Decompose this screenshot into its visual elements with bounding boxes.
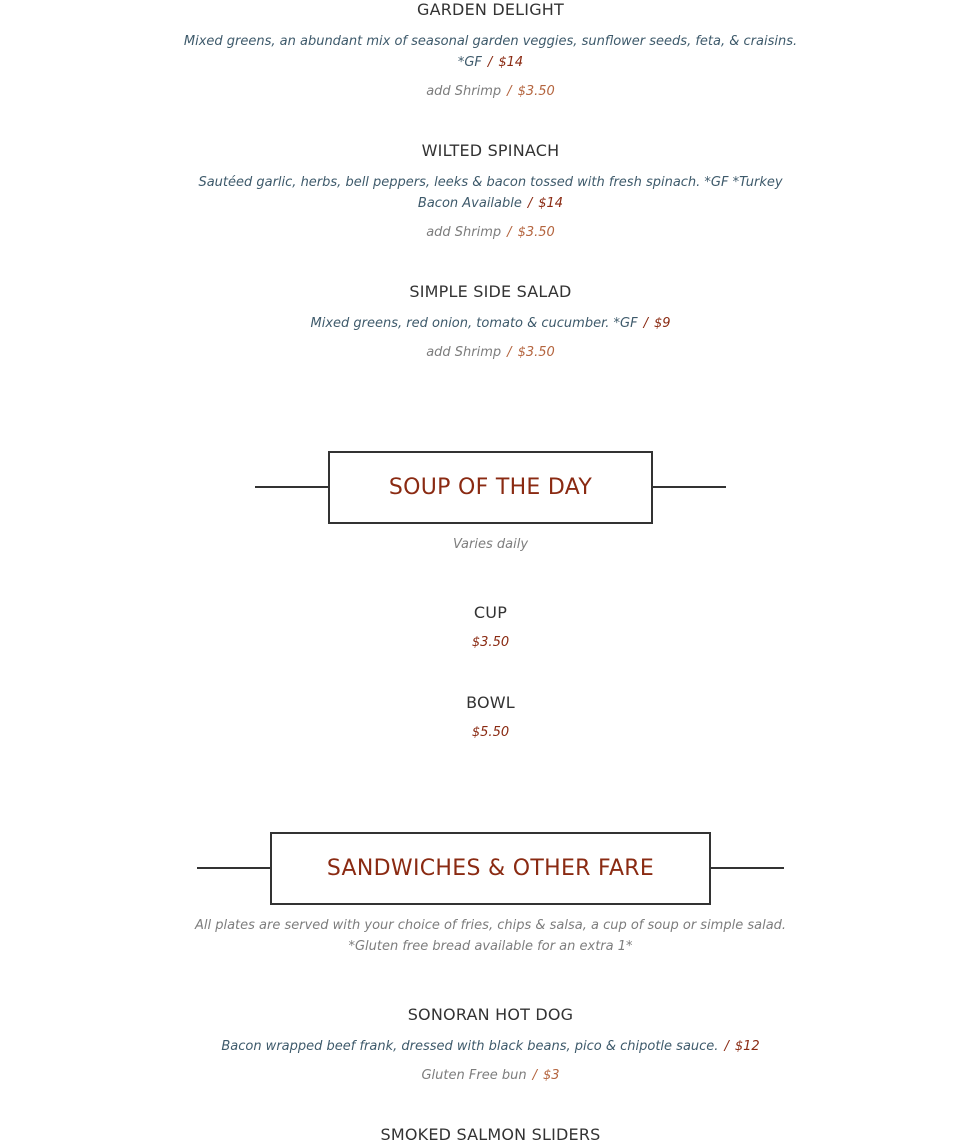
menu-item-name: CUP [473, 603, 508, 622]
section-title: SOUP OF THE DAY [388, 475, 593, 500]
section-divider-right [651, 486, 726, 488]
menu-item-description: Mixed greens, red onion, tomato & cucumber. *GF / $9 [310, 316, 671, 331]
menu-item-description: Mixed greens, an abundant mix of seasonal garden veggies, sunflower seeds, feta, & craisins. *GF / $14 [183, 34, 798, 70]
addon-price: $3.50 [517, 345, 555, 360]
menu-item-addon: add Shrimp / $3.50 [426, 345, 555, 360]
menu-item-name: SMOKED SALMON SLIDERS [380, 1125, 601, 1144]
menu-item-name: WILTED SPINACH [421, 141, 560, 160]
addon-price: $3.50 [517, 84, 555, 99]
section-header-soup [328, 451, 653, 524]
section-divider-right [709, 867, 784, 869]
menu-item-price: $9 [653, 316, 671, 331]
menu-item-price: $14 [538, 196, 564, 211]
menu-item-addon: add Shrimp / $3.50 [426, 84, 555, 99]
menu-item-addon: Gluten Free bun / $3 [421, 1068, 560, 1083]
menu-item-name: SONORAN HOT DOG [407, 1005, 574, 1024]
section-note: Varies daily [452, 537, 529, 552]
section-header-sandwiches [270, 832, 711, 905]
menu-item-price: $14 [498, 55, 524, 70]
menu-item-price: $12 [734, 1039, 760, 1054]
menu-item-description: Sautéed garlic, herbs, bell peppers, leeks & bacon tossed with fresh spinach. *GF *Turkey Bacon Available / $14 [198, 175, 783, 211]
section-divider-left [197, 867, 272, 869]
section-divider-left [255, 486, 330, 488]
menu-item-name: SIMPLE SIDE SALAD [409, 282, 572, 301]
menu-item-addon: add Shrimp / $3.50 [426, 225, 555, 240]
menu-item-name: BOWL [466, 693, 515, 712]
menu-item-price: $3.50 [471, 635, 510, 650]
menu-item-price: $5.50 [471, 725, 510, 740]
addon-price: $3.50 [517, 225, 555, 240]
section-note: All plates are served with your choice of fries, chips & salsa, a cup of soup or simple salad. *Gluten free bread available for an extra 1* [194, 918, 787, 954]
menu-item-name: GARDEN DELIGHT [416, 0, 564, 19]
menu-item-description: Bacon wrapped beef frank, dressed with black beans, pico & chipotle sauce. / $12 [221, 1039, 760, 1054]
addon-price: $3 [542, 1068, 560, 1083]
section-title: SANDWICHES & OTHER FARE [326, 856, 655, 881]
